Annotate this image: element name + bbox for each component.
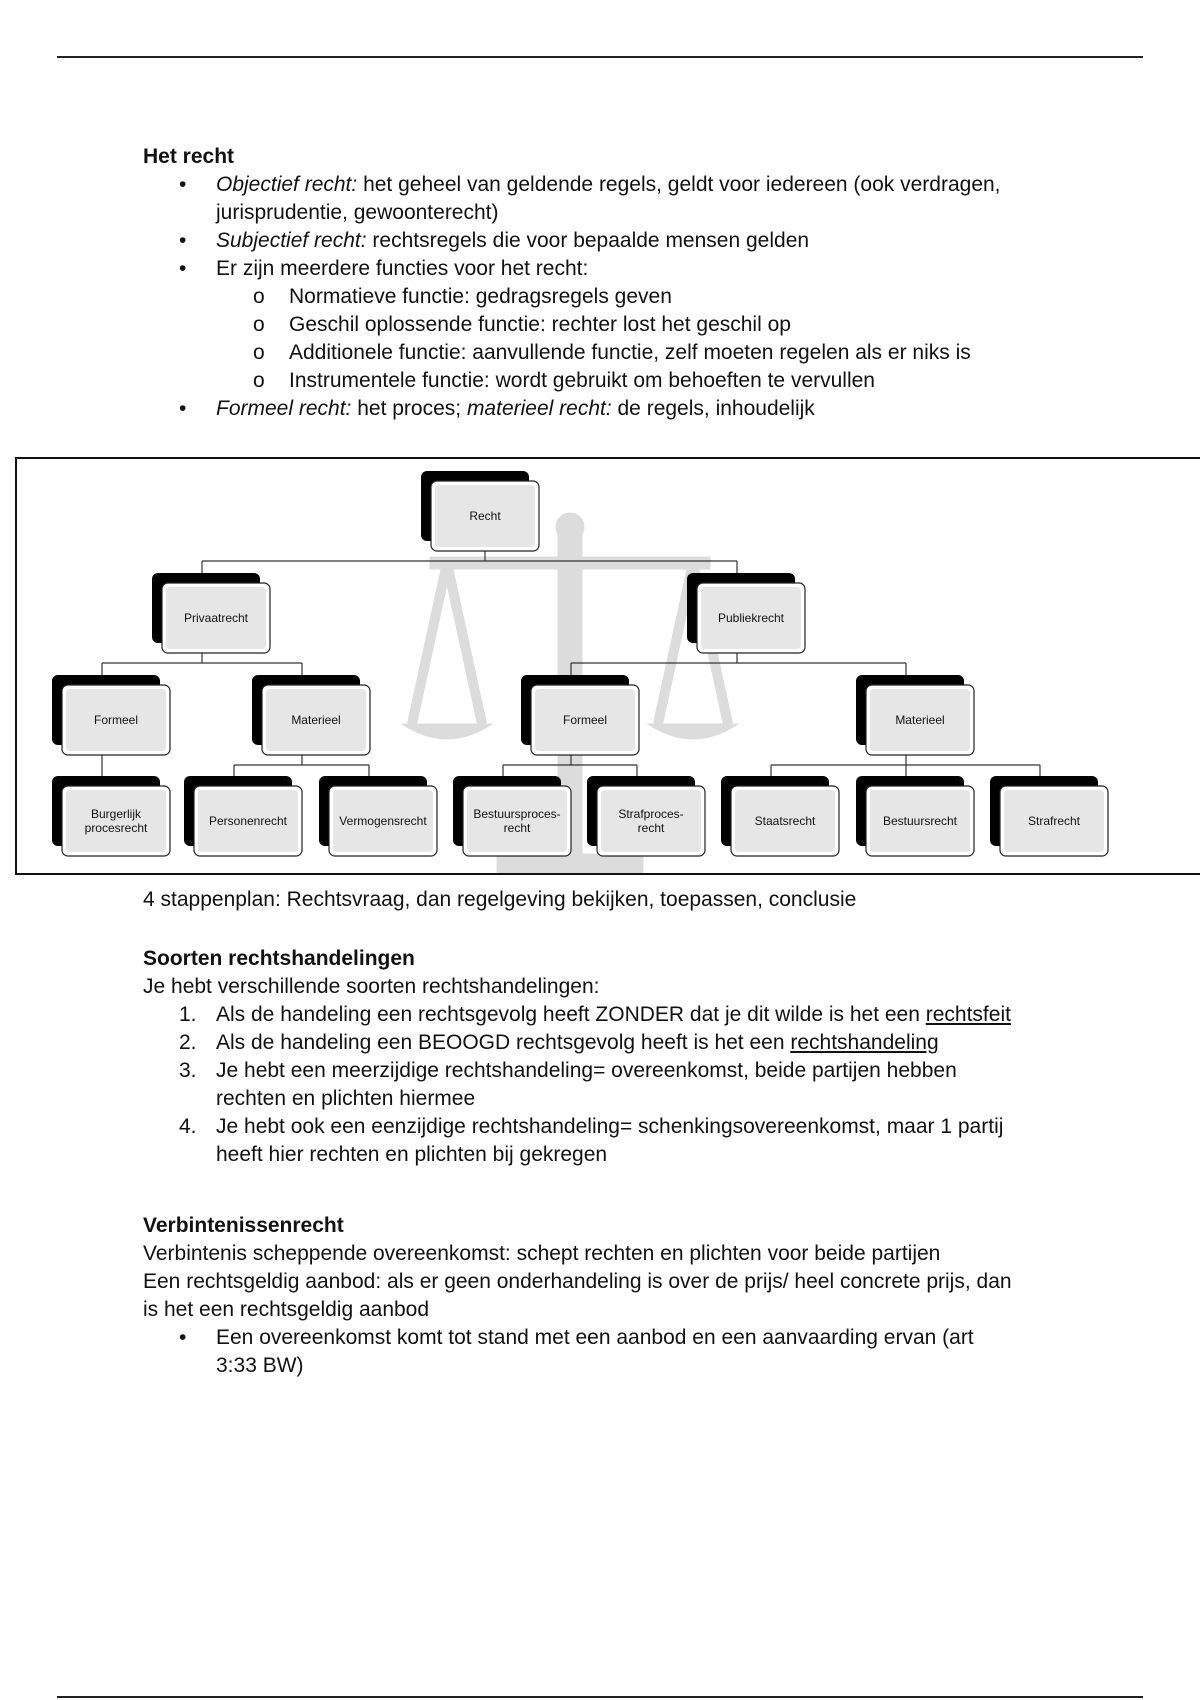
header-rule xyxy=(57,56,1143,58)
list-item: • Objectief recht: het geheel van geldende regels, geldt voor iedereen (ook verdragen, jurisprudentie, gewoonterecht) xyxy=(143,171,1083,227)
heading-het-recht: Het recht xyxy=(143,145,235,168)
node-formeel xyxy=(521,675,639,755)
list-item: 2. Als de handeling een BEOOGD rechtsgevolg heeft is het een rechtshandeling xyxy=(179,1031,939,1054)
list-item: o Instrumentele functie: wordt gebruikt om behoeften te vervullen xyxy=(143,367,1083,395)
bullet-list xyxy=(143,171,1083,423)
node-label: Publiekrecht xyxy=(717,611,785,625)
heading-soorten: Soorten rechtshandelingen xyxy=(143,947,415,970)
node-level3 xyxy=(587,776,705,856)
node-label: Personenrecht xyxy=(208,814,288,828)
list-item: 3. Je hebt een meerzijdige rechtshandeling= overeenkomst, beide partijen hebben rechten en plichten hiermee xyxy=(179,1059,957,1110)
paragraph-line: Verbintenis scheppende overeenkomst: schept rechten en plichten voor beide partijen xyxy=(143,1242,941,1265)
node-label: Vermogensrecht xyxy=(339,814,427,828)
footer-rule xyxy=(57,1696,1143,1698)
node-privaatrecht xyxy=(152,573,270,653)
node-label: Strafrecht xyxy=(1027,814,1081,828)
node-level3 xyxy=(453,776,571,856)
list-item: 1. Als de handeling een rechtsgevolg heeft ZONDER dat je dit wilde is het een rechtsfeit xyxy=(179,1003,1011,1026)
node-label: Burgerlijk xyxy=(90,807,142,821)
list-item: o Normatieve functie: gedragsregels geven xyxy=(143,283,1083,311)
node-level3 xyxy=(319,776,437,856)
node-label: Strafproces- xyxy=(618,807,684,821)
node-label: Materieel xyxy=(895,713,945,727)
node-formeel xyxy=(52,675,170,755)
node-publiekrecht xyxy=(687,573,805,653)
node-label: Bestuursrecht xyxy=(882,814,958,828)
bullet-list xyxy=(143,1324,1083,1380)
list-item: • Formeel recht: het proces; materieel recht: de regels, inhoudelijk xyxy=(143,395,1083,423)
list-item: • Een overeenkomst komt tot stand met een aanbod en een aanvaarding ervan (art 3:33 BW) xyxy=(143,1324,1083,1380)
list-item: 4. Je hebt ook een eenzijdige rechtshandeling= schenkingsovereenkomst, maar 1 partij heeft hier rechten en plichten bij gekregen xyxy=(179,1115,1004,1166)
node-level3 xyxy=(856,776,974,856)
node-label: Bestuursproces- xyxy=(473,807,561,821)
diagram-svg xyxy=(17,459,1200,875)
section-verbintenissenrecht xyxy=(143,1212,1083,1380)
list-item: • Subjectief recht: rechtsregels die voor bepaalde mensen gelden xyxy=(143,227,1083,255)
node-label: procesrecht xyxy=(84,821,148,835)
law-hierarchy-diagram xyxy=(15,457,1200,875)
numbered-list xyxy=(143,1001,1083,1169)
list-item: o Geschil oplossende functie: rechter lost het geschil op xyxy=(143,311,1083,339)
list-item: • Er zijn meerdere functies voor het recht: o Normatieve functie: gedragsregels geven o Geschil oplossende functie: rechter lost het geschil op o Additionele functie: aanvullende functie, zelf moeten regelen als er niks is o Instrumentele functie: wordt gebruikt om behoeften te vervullen xyxy=(143,255,1083,395)
node-level3 xyxy=(721,776,839,856)
node-recht xyxy=(421,471,539,551)
section-het-recht xyxy=(143,143,1083,423)
sub-bullet-list xyxy=(216,283,1083,395)
node-label: recht xyxy=(637,821,665,835)
stappenplan-line: 4 stappenplan: Rechtsvraag, dan regelgeving bekijken, toepassen, conclusie xyxy=(143,888,857,911)
node-label: Staatsrecht xyxy=(754,814,816,828)
node-materieel xyxy=(252,675,370,755)
node-label: Privaatrecht xyxy=(183,611,249,625)
node-label: Recht xyxy=(469,509,501,523)
node-level3 xyxy=(990,776,1108,856)
node-label: recht xyxy=(503,821,531,835)
list-item: o Additionele functie: aanvullende functie, zelf moeten regelen als er niks is xyxy=(143,339,1083,367)
section-soorten-rechtshandelingen xyxy=(143,945,1083,1169)
node-materieel xyxy=(856,675,974,755)
node-label: Formeel xyxy=(562,713,608,727)
node-label: Materieel xyxy=(291,713,341,727)
node-label: Formeel xyxy=(93,713,139,727)
heading-verbintenissenrecht: Verbintenissenrecht xyxy=(143,1214,344,1237)
node-level3 xyxy=(184,776,302,856)
paragraph-line: Een rechtsgeldig aanbod: als er geen onderhandeling is over de prijs/ heel concrete prijs, dan xyxy=(143,1270,1012,1293)
paragraph-line: is het een rechtsgeldig aanbod xyxy=(143,1298,430,1321)
intro-text: Je hebt verschillende soorten rechtshandelingen: xyxy=(143,975,600,998)
node-level3 xyxy=(52,776,170,856)
